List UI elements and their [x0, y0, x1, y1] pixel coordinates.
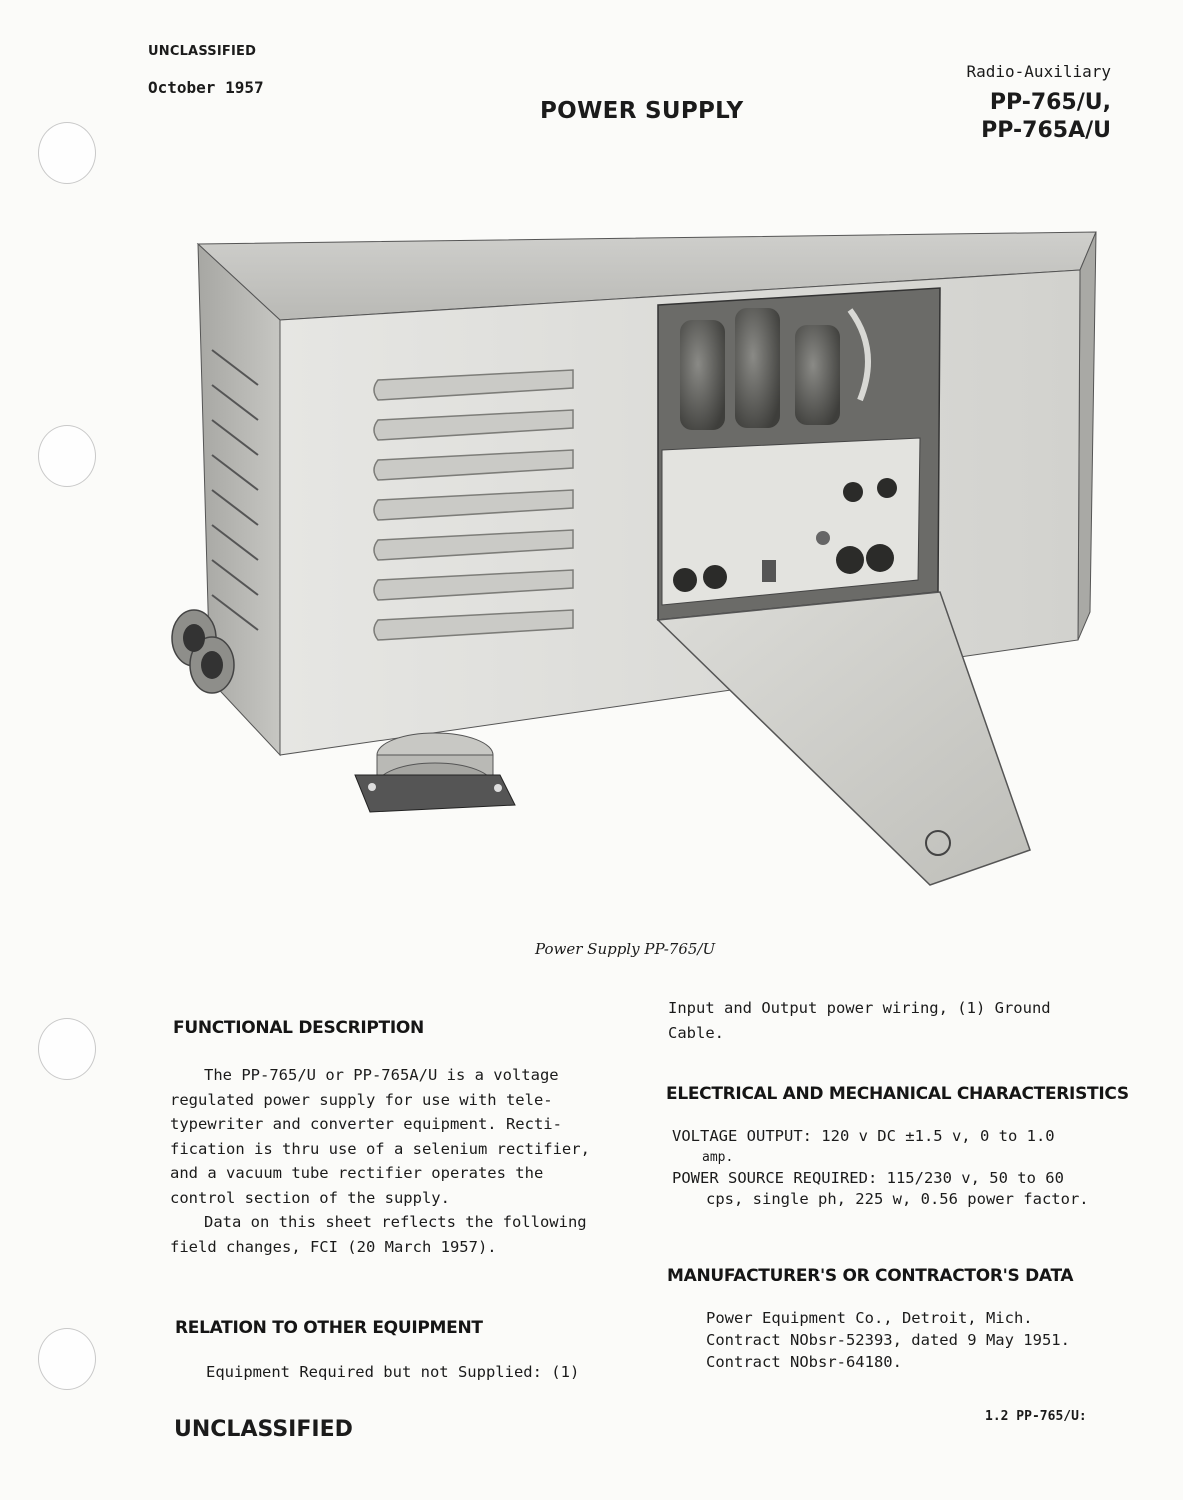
category-label: Radio-Auxiliary: [966, 62, 1111, 81]
relation-text-continued: [668, 996, 1130, 1045]
binder-hole: [38, 1328, 96, 1390]
text-line: Data on this sheet reflects the following: [204, 1213, 587, 1231]
text-line: Contract NObsr-52393, dated 9 May 1951.: [706, 1331, 1070, 1349]
text-line: Cable.: [668, 1023, 724, 1042]
text-line: The PP-765/U or PP-765A/U is a voltage: [204, 1066, 559, 1084]
manufacturer-text: [706, 1307, 1136, 1373]
characteristics-text: [672, 1126, 1134, 1210]
power-supply-illustration: [150, 180, 1120, 940]
page-title: POWER SUPPLY: [540, 98, 744, 124]
document-date: October 1957: [148, 78, 264, 97]
voltage-output: VOLTAGE OUTPUT: 120 v DC ±1.5 v, 0 to 1.0: [672, 1127, 1055, 1145]
binder-hole: [38, 425, 96, 487]
text-line: fication is thru use of a selenium rectifier,: [170, 1139, 590, 1158]
relation-heading: RELATION TO OTHER EQUIPMENT: [175, 1318, 483, 1338]
equipment-photo: [150, 180, 1120, 940]
text-line: Power Equipment Co., Detroit, Mich.: [706, 1309, 1033, 1327]
model-number-2: PP-765A/U: [981, 118, 1111, 143]
page-reference: 1.2 PP-765/U:: [985, 1409, 1087, 1424]
text-line: typewriter and converter equipment. Recti-: [170, 1115, 562, 1133]
power-source-cont: cps, single ph, 225 w, 0.56 power factor.: [706, 1190, 1089, 1208]
relation-text: Equipment Required but not Supplied: (1): [206, 1363, 580, 1381]
voltage-output-cont: amp.: [702, 1150, 734, 1165]
binder-hole: [38, 122, 96, 184]
manufacturer-heading: MANUFACTURER'S OR CONTRACTOR'S DATA: [667, 1266, 1074, 1286]
power-source: POWER SOURCE REQUIRED: 115/230 v, 50 to 60: [672, 1169, 1064, 1187]
classification-top: UNCLASSIFIED: [148, 44, 257, 59]
classification-bottom: UNCLASSIFIED: [174, 1417, 353, 1442]
binder-hole: [38, 1018, 96, 1080]
text-line: and a vacuum tube rectifier operates the: [170, 1164, 544, 1182]
characteristics-heading: ELECTRICAL AND MECHANICAL CHARACTERISTICS: [666, 1084, 1129, 1104]
text-line: regulated power supply for use with tele-: [170, 1090, 553, 1109]
functional-description-text: [170, 1063, 632, 1259]
figure-caption: Power Supply PP-765/U: [535, 940, 716, 958]
text-line: Input and Output power wiring, (1) Ground: [668, 999, 1051, 1017]
text-line: control section of the supply.: [170, 1188, 450, 1207]
functional-description-heading: FUNCTIONAL DESCRIPTION: [173, 1018, 424, 1038]
text-line: Contract NObsr-64180.: [706, 1353, 902, 1371]
text-line: field changes, FCI (20 March 1957).: [170, 1237, 497, 1256]
model-number-1: PP-765/U,: [989, 90, 1111, 115]
